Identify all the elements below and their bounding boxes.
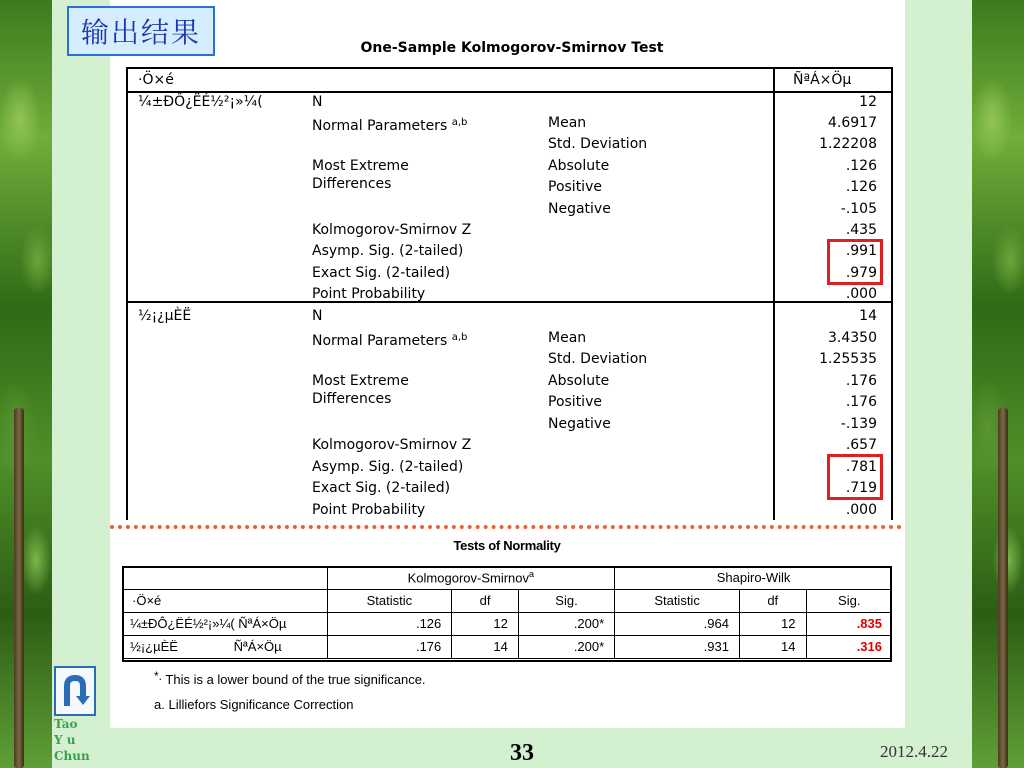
negative-label: Negative [548,201,611,217]
ksz-label: Kolmogorov-Smirnov Z [312,222,472,238]
col-header: Statistic [327,589,452,612]
group-header: ·Ö×é [138,72,174,88]
normal-params-label: Normal Parameters $^{a,b}$ [312,332,468,349]
differences-label: Differences [312,176,392,192]
sd-label: Std. Deviation [548,136,648,152]
positive-value: .126 [845,179,877,195]
sw-sig-value: .316 [806,635,892,658]
mean-label: Mean [548,115,587,131]
slide-content [52,0,972,768]
sd-value: 1.25535 [819,351,877,367]
sw-header: Shapiro-Wilk [615,566,892,589]
col-header: df [739,589,806,612]
asymp-sig-label: Asymp. Sig. (2-tailed) [312,243,464,259]
sd-label: Std. Deviation [548,351,648,367]
n-label: N [312,94,323,110]
slide-date: 2012.4.22 [880,742,948,761]
ksz-label: Kolmogorov-Smirnov Z [312,437,472,453]
ksz-value: .657 [845,437,877,453]
mean-value: 4.6917 [828,115,877,131]
slide-title: 输出结果 [80,16,201,49]
exact-sig-value: .979 [845,265,877,281]
variable-header: ÑªÁ×Öµ [793,72,852,88]
point-prob-value: .000 [845,286,877,302]
col-header: Sig. [518,589,614,612]
negative-value: -.139 [840,416,877,432]
differences-label: Differences [312,391,392,407]
forest-right-decoration [972,0,1024,768]
positive-label: Positive [548,179,602,195]
col-header: Sig. [806,589,892,612]
absolute-label: Absolute [548,158,610,174]
ks-header: Kolmogorov-Smirnov$^a$ [327,566,615,589]
absolute-value: .126 [845,158,877,174]
n-label: N [312,308,323,324]
exact-sig-label: Exact Sig. (2-tailed) [312,265,451,281]
normal-params-label: Normal Parameters $^{a,b}$ [312,117,468,134]
return-arrow-icon [58,672,92,710]
footnote-star: *. This is a lower bound of the true significance. [154,669,426,687]
highlight-box [827,454,883,500]
tree-trunk [14,408,24,768]
tree-trunk [998,408,1008,768]
group-col-header: ·Ö×é [122,589,327,612]
most-extreme-label: Most Extreme [312,158,409,174]
sd-value: 1.22208 [819,136,877,152]
page-number: 33 [510,740,534,766]
asymp-sig-value: .781 [845,459,877,475]
ks-test-table [126,67,893,520]
group-2-label: ½¡¿µÈË [138,308,192,324]
highlight-box [827,239,883,285]
footnote-a: a. Lilliefors Significance Correction [154,697,354,712]
n-value: 12 [859,94,877,110]
col-header: df [452,589,519,612]
table-row: ½¡¿µÈË ÑªÁ×Öµ .176 14 .200* .931 14 .316 [122,635,892,658]
slide-title-box [67,6,215,56]
return-button[interactable] [54,666,96,716]
table-row: ¼±ÐÔ¿ËÉ½²¡»¼( ÑªÁ×Öµ .126 12 .200* .964 12 .835 [122,612,892,635]
ksz-value: .435 [845,222,877,238]
positive-label: Positive [548,394,602,410]
sw-sig-value: .835 [806,612,892,635]
asymp-sig-label: Asymp. Sig. (2-tailed) [312,459,464,475]
negative-value: -.105 [840,201,877,217]
absolute-value: .176 [845,373,877,389]
mean-value: 3.4350 [828,330,877,346]
group-1-label: ¼±ÐÔ¿ËÉ½²¡»¼( [138,94,263,110]
n-value: 14 [859,308,877,324]
ks-test-title: One-Sample Kolmogorov-Smirnov Test [360,40,664,56]
absolute-label: Absolute [548,373,610,389]
asymp-sig-value: .991 [845,243,877,259]
mean-label: Mean [548,330,587,346]
point-prob-label: Point Probability [312,502,426,518]
most-extreme-label: Most Extreme [312,373,409,389]
normality-table [122,566,892,659]
forest-left-decoration [0,0,52,768]
col-header: Statistic [615,589,740,612]
point-prob-value: .000 [845,502,877,518]
normality-title: Tests of Normality [453,538,561,553]
positive-value: .176 [845,394,877,410]
exact-sig-value: .719 [845,480,877,496]
exact-sig-label: Exact Sig. (2-tailed) [312,480,451,496]
dotted-separator [110,525,902,529]
point-prob-label: Point Probability [312,286,426,302]
negative-label: Negative [548,416,611,432]
author-logo: Tao Y u Chun [54,717,90,763]
